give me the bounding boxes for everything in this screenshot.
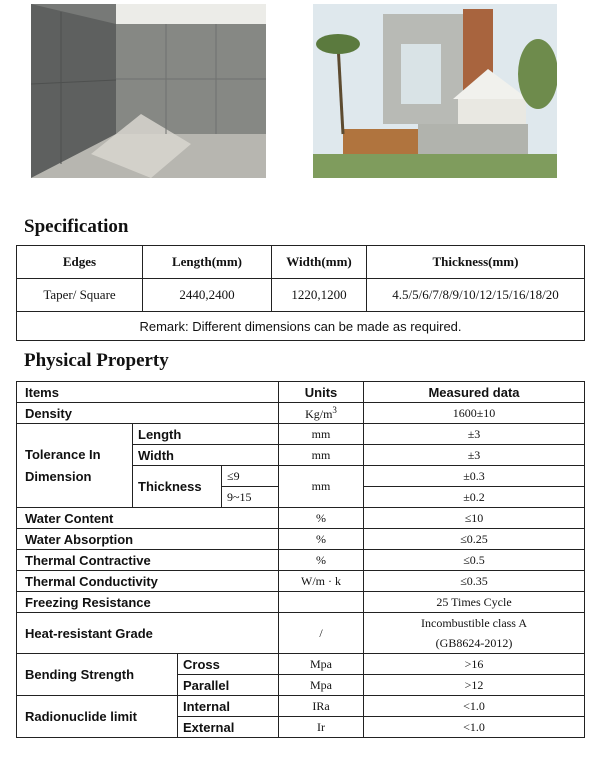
water-content-unit: % bbox=[279, 508, 364, 529]
radionuclide-internal-unit: IRa bbox=[279, 696, 364, 717]
freezing-resistance-label: Freezing Resistance bbox=[17, 592, 279, 613]
density-unit-sup: 3 bbox=[332, 404, 337, 415]
thermal-contractive-row bbox=[17, 550, 585, 571]
water-absorption-unit: % bbox=[279, 529, 364, 550]
tolerance-length-label: Length bbox=[133, 424, 279, 445]
thermal-contractive-value: ≤0.5 bbox=[364, 550, 585, 571]
bending-cross-label: Cross bbox=[178, 654, 279, 675]
interior-photo-drawing bbox=[31, 4, 266, 178]
heat-resistant-value-line1: Incombustible class A bbox=[421, 616, 527, 630]
specification-header-row bbox=[17, 246, 585, 279]
water-content-label: Water Content bbox=[17, 508, 279, 529]
physical-property-table bbox=[16, 381, 585, 738]
thermal-conductivity-label: Thermal Conductivity bbox=[17, 571, 279, 592]
bending-parallel-label: Parallel bbox=[178, 675, 279, 696]
house-photo-drawing bbox=[313, 4, 557, 178]
freezing-resistance-value: 25 Times Cycle bbox=[364, 592, 585, 613]
thickness-value: 4.5/5/6/7/8/9/10/12/15/16/18/20 bbox=[367, 279, 585, 312]
thermal-conductivity-unit: W/m · k bbox=[279, 571, 364, 592]
water-absorption-value: ≤0.25 bbox=[364, 529, 585, 550]
thermal-conductivity-row bbox=[17, 571, 585, 592]
thermal-conductivity-value: ≤0.35 bbox=[364, 571, 585, 592]
freezing-resistance-unit bbox=[279, 592, 364, 613]
measured-header: Measured data bbox=[364, 382, 585, 403]
specification-remark-row bbox=[17, 312, 585, 341]
thickness-value-1: ±0.3 bbox=[364, 466, 585, 487]
radionuclide-label: Radionuclide limit bbox=[17, 696, 178, 738]
thickness-range-2: 9~15 bbox=[222, 487, 279, 508]
tolerance-label-line2: Dimension bbox=[25, 468, 92, 484]
length-header: Length(mm) bbox=[143, 246, 272, 279]
width-header: Width(mm) bbox=[272, 246, 367, 279]
radionuclide-external-label: External bbox=[178, 717, 279, 738]
interior-concrete-wall-photo bbox=[31, 4, 266, 178]
radionuclide-internal-value: <1.0 bbox=[364, 696, 585, 717]
specification-remark: Remark: Different dimensions can be made as required. bbox=[17, 312, 585, 341]
width-value: 1220,1200 bbox=[272, 279, 367, 312]
heat-resistant-value-line2: (GB8624-2012) bbox=[435, 636, 513, 650]
heat-resistant-unit: / bbox=[279, 613, 364, 654]
edges-value: Taper/ Square bbox=[17, 279, 143, 312]
density-unit-text: Kg/m bbox=[305, 406, 333, 421]
tolerance-thickness-unit: mm bbox=[279, 466, 364, 508]
heat-resistant-label: Heat-resistant Grade bbox=[17, 613, 279, 654]
water-content-value: ≤10 bbox=[364, 508, 585, 529]
radionuclide-external-value: <1.0 bbox=[364, 717, 585, 738]
thermal-contractive-unit: % bbox=[279, 550, 364, 571]
water-absorption-row bbox=[17, 529, 585, 550]
specification-data-row bbox=[17, 279, 585, 312]
specification-heading: Specification bbox=[24, 216, 129, 237]
thickness-range-1: ≤9 bbox=[222, 466, 279, 487]
freezing-resistance-row bbox=[17, 592, 585, 613]
bending-strength-label: Bending Strength bbox=[17, 654, 178, 696]
tolerance-label-line1: Tolerance In bbox=[25, 446, 101, 462]
radionuclide-external-unit: Ir bbox=[279, 717, 364, 738]
specification-table bbox=[16, 245, 585, 341]
tolerance-length-unit: mm bbox=[279, 424, 364, 445]
tolerance-length-row bbox=[17, 424, 585, 445]
edges-header: Edges bbox=[17, 246, 143, 279]
water-absorption-label: Water Absorption bbox=[17, 529, 279, 550]
thickness-header: Thickness(mm) bbox=[367, 246, 585, 279]
tolerance-label bbox=[17, 424, 133, 508]
thickness-value-2: ±0.2 bbox=[364, 487, 585, 508]
water-content-row bbox=[17, 508, 585, 529]
physical-property-heading: Physical Property bbox=[24, 350, 169, 371]
heat-resistant-row bbox=[17, 613, 585, 654]
density-label: Density bbox=[17, 403, 279, 424]
density-unit bbox=[279, 403, 364, 424]
bending-parallel-value: >12 bbox=[364, 675, 585, 696]
tolerance-length-value: ±3 bbox=[364, 424, 585, 445]
tolerance-width-unit: mm bbox=[279, 445, 364, 466]
bending-cross-row bbox=[17, 654, 585, 675]
radionuclide-internal-label: Internal bbox=[178, 696, 279, 717]
bending-parallel-unit: Mpa bbox=[279, 675, 364, 696]
tolerance-width-value: ±3 bbox=[364, 445, 585, 466]
house-exterior-photo bbox=[313, 4, 557, 178]
tolerance-thickness-label: Thickness bbox=[133, 466, 222, 508]
density-value: 1600±10 bbox=[364, 403, 585, 424]
heat-resistant-value bbox=[364, 613, 585, 654]
units-header: Units bbox=[279, 382, 364, 403]
density-row bbox=[17, 403, 585, 424]
property-header-row bbox=[17, 382, 585, 403]
radionuclide-internal-row bbox=[17, 696, 585, 717]
items-header: Items bbox=[17, 382, 279, 403]
length-value: 2440,2400 bbox=[143, 279, 272, 312]
bending-cross-value: >16 bbox=[364, 654, 585, 675]
thermal-contractive-label: Thermal Contractive bbox=[17, 550, 279, 571]
tolerance-width-label: Width bbox=[133, 445, 279, 466]
bending-cross-unit: Mpa bbox=[279, 654, 364, 675]
